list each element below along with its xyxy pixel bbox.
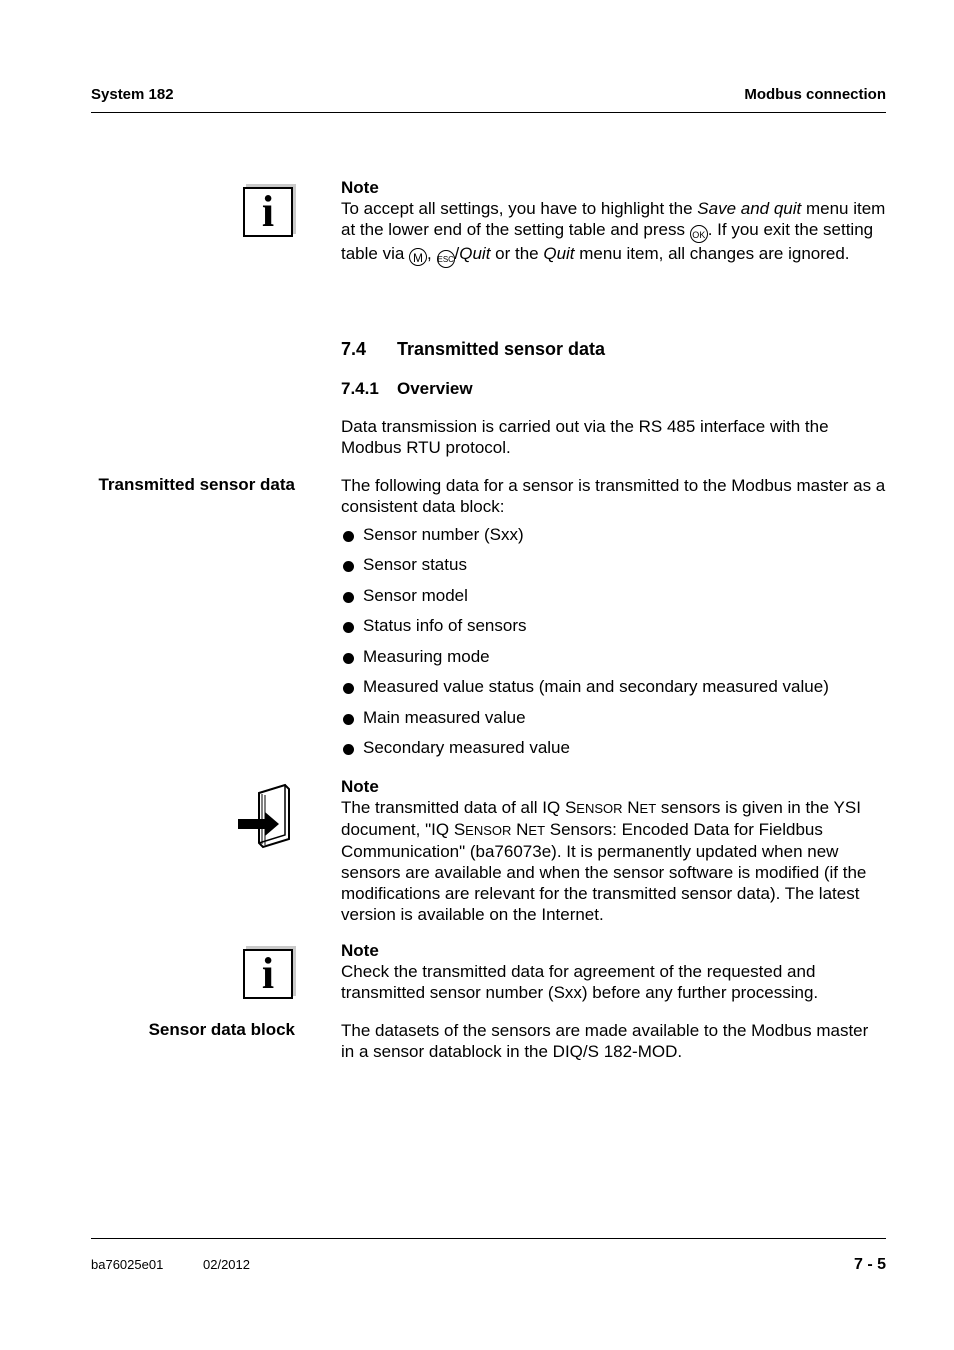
subsection-number: 7.4.1 [341, 379, 379, 398]
note-2 [341, 776, 886, 925]
note-3-text: Check the transmitted data for agreement of the requested and transmitted sensor number (Sxx) before any further processing. [341, 962, 819, 1002]
book-reference-icon [237, 783, 295, 849]
m-key-icon: M [409, 248, 427, 266]
info-icon: i [243, 949, 293, 999]
bullet-icon [343, 592, 354, 603]
transmitted-paragraph: The following data for a sensor is transmitted to the Modbus master as a consistent data block: [341, 476, 886, 516]
header-left: System 182 [91, 86, 174, 103]
ok-key-icon: OK [690, 225, 708, 243]
sensor-block-paragraph: The datasets of the sensors are made available to the Modbus master in a sensor datablock in the DIQ/S 182-MOD. [341, 1021, 869, 1061]
side-heading-transmitted: Transmitted sensor data [98, 475, 295, 494]
footer-rule [91, 1238, 886, 1239]
intro-paragraph: Data transmission is carried out via the RS 485 interface with the Modbus RTU protocol. [341, 417, 829, 457]
bullet-icon [343, 714, 354, 725]
subsection-title: Overview [397, 379, 473, 398]
note-2-text: The transmitted data of all IQ SENSOR NET sensors is given in the YSI document, "IQ SENSOR NET Sensors: Encoded Data for Fieldbus Communication" (ba76073e). It is permanently updated when new sensors are available and when the sensor software is modified (if the modifications are relevant for the transmitted sensor data). The latest version is available on the Internet. [341, 798, 867, 924]
note-1 [341, 177, 886, 268]
footer-date: 02/2012 [203, 1257, 250, 1272]
note-1-title: Note [341, 178, 379, 197]
info-icon: i [243, 187, 293, 237]
esc-key-icon: ESC [437, 250, 455, 268]
bullet-icon [343, 653, 354, 664]
section-title: Transmitted sensor data [397, 339, 606, 359]
side-heading-sensor-block: Sensor data block [148, 1020, 295, 1039]
note-3-title: Note [341, 941, 379, 960]
bullet-icon [343, 683, 354, 694]
page-number: 7 - 5 [853, 1256, 886, 1273]
note-2-title: Note [341, 777, 379, 796]
header-right: Modbus connection [744, 86, 886, 103]
note-1-text: To accept all settings, you have to highlight the Save and quit menu item at the lower end of the setting table and press OK . If you exit the setting table via M , ESC/Quit or the Quit menu item, all changes are ignored. [341, 198, 886, 268]
note-3 [341, 940, 886, 1003]
bullet-icon [343, 622, 354, 633]
bullet-icon [343, 744, 354, 755]
header-rule [91, 112, 886, 113]
footer-doc-id: ba76025e01 [91, 1257, 164, 1272]
bullet-icon [343, 561, 354, 572]
bullet-icon [343, 531, 354, 542]
section-number: 7.4 [341, 339, 367, 359]
